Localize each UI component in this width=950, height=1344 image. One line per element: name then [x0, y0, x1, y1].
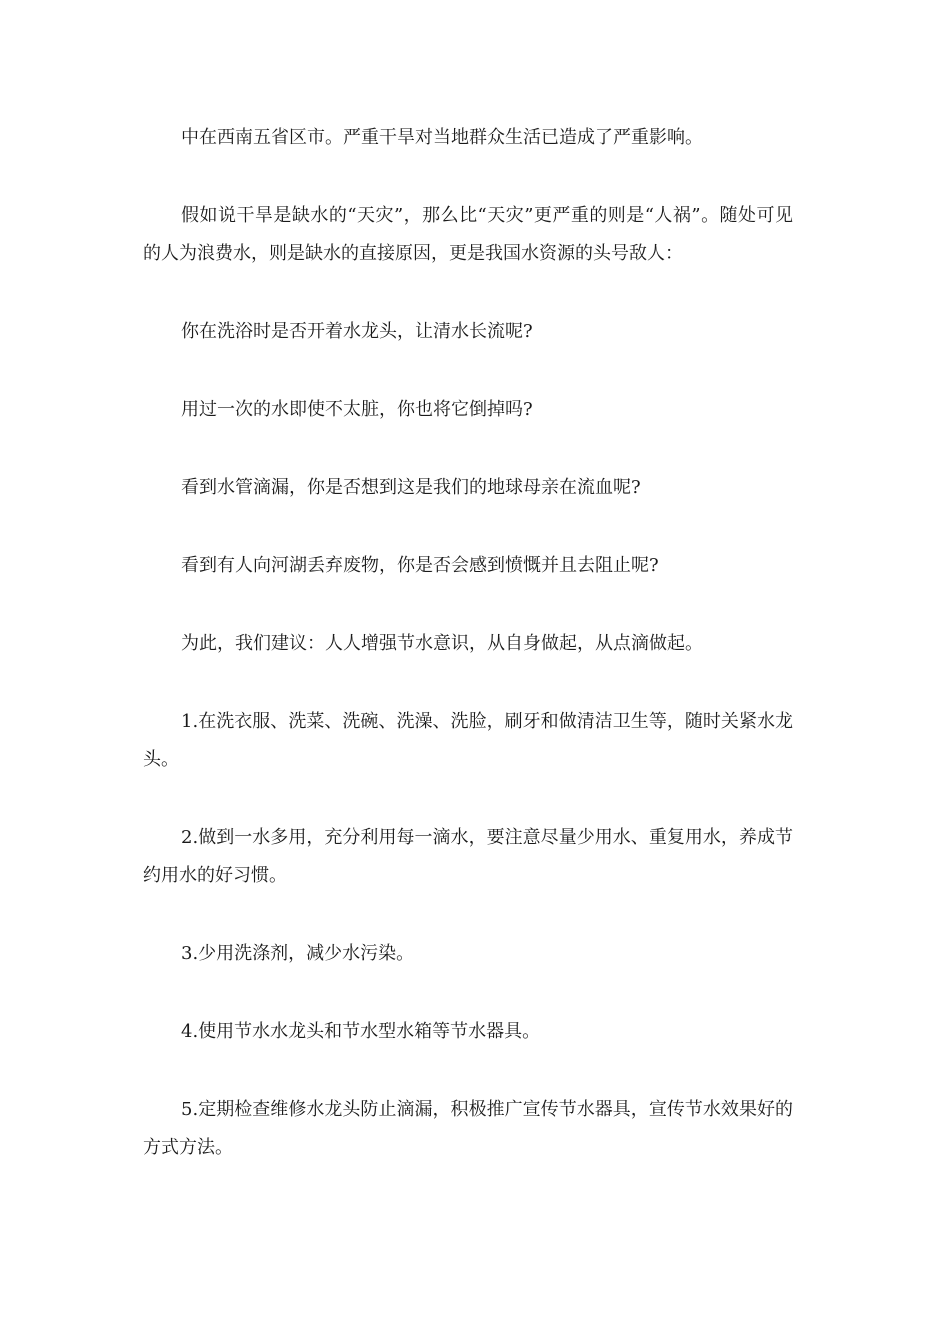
paragraph-question-bathing: 你在洗浴时是否开着水龙头，让清水长流呢?	[181, 321, 533, 342]
document-body	[143, 119, 793, 1207]
paragraph-intro-end: 中在西南五省区市。严重干旱对当地群众生活已造成了严重影响。	[181, 127, 703, 148]
list-item-1: 1.在洗衣服、洗菜、洗碗、洗澡、洗脸，刷牙和做清洁卫生等，随时关紧水龙头。	[143, 711, 793, 770]
list-item-5: 5.定期检查维修水龙头防止滴漏，积极推广宣传节水器具，宣传节水效果好的方式方法。	[143, 1099, 793, 1158]
list-item-3: 3.少用洗涤剂，减少水污染。	[181, 943, 415, 964]
list-item-2: 2.做到一水多用，充分利用每一滴水，要注意尽量少用水、重复用水，养成节约用水的好习惯。	[143, 827, 793, 886]
list-item-4: 4.使用节水水龙头和节水型水箱等节水器具。	[181, 1021, 541, 1042]
paragraph-proposal: 为此，我们建议：人人增强节水意识，从自身做起，从点滴做起。	[181, 633, 703, 654]
paragraph-question-leak: 看到水管滴漏，你是否想到这是我们的地球母亲在流血呢?	[181, 477, 641, 498]
paragraph-question-reuse: 用过一次的水即使不太脏，你也将它倒掉吗?	[181, 399, 533, 420]
paragraph-disaster: 假如说干旱是缺水的“天灾”，那么比“天灾”更严重的则是“人祸”。随处可见的人为浪费水，则是缺水的直接原因，更是我国水资源的头号敌人：	[143, 205, 793, 264]
paragraph-question-waste: 看到有人向河湖丢弃废物，你是否会感到愤慨并且去阻止呢?	[181, 555, 659, 576]
